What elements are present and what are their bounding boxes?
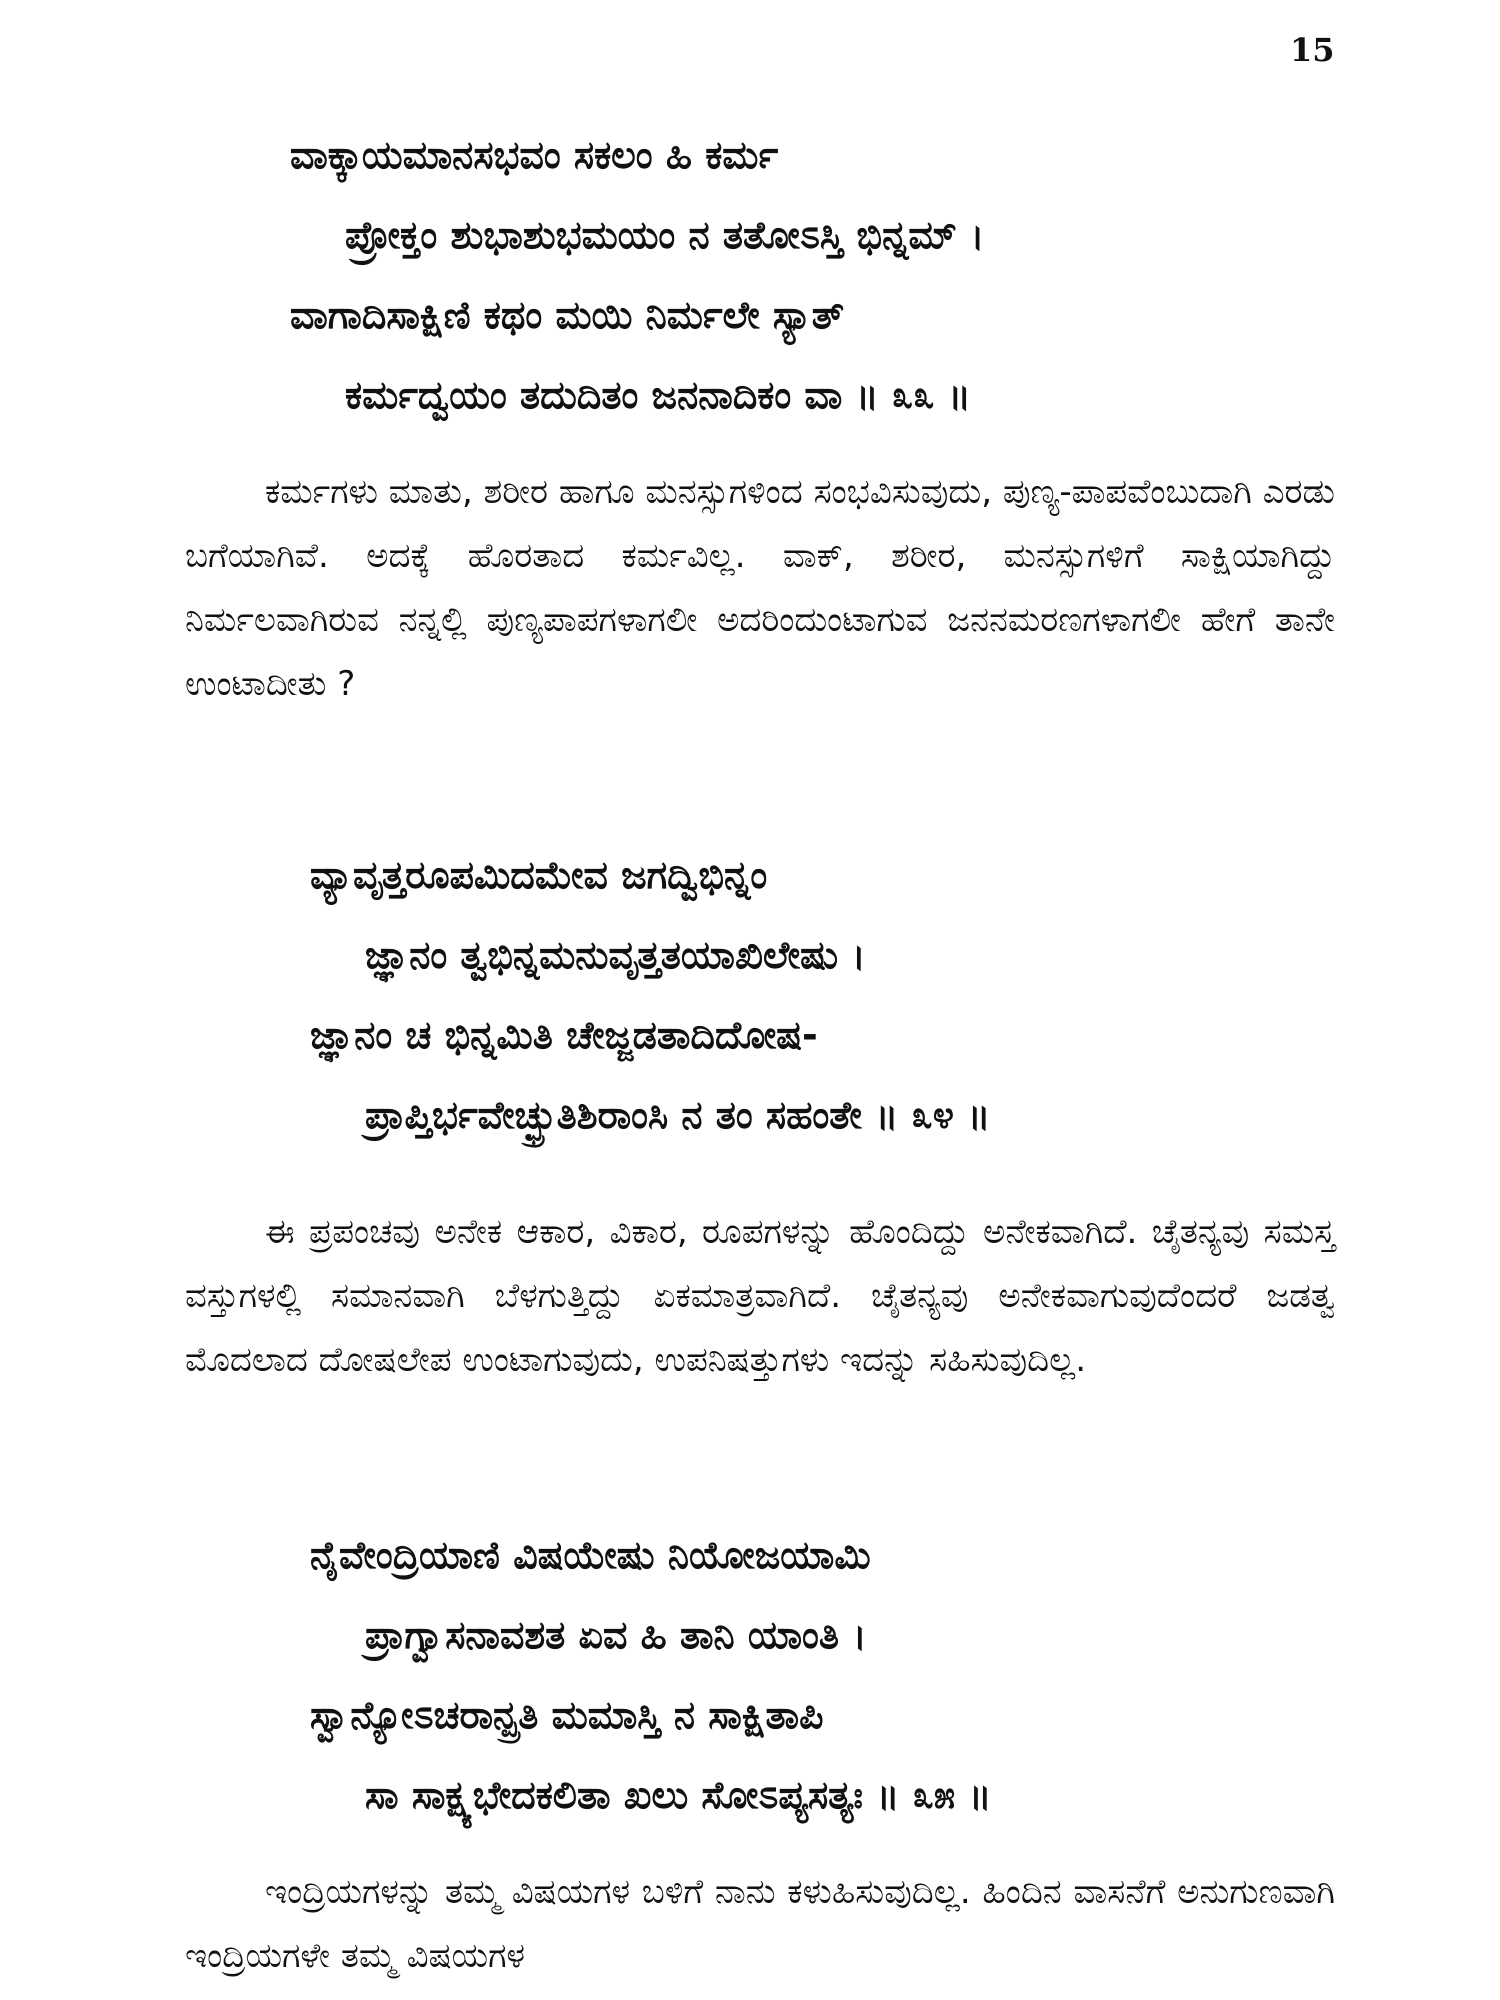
verse-34-line-2: ಜ್ಞಾನಂ ತ್ವಭಿನ್ನಮನುವೃತ್ತತಯಾಖಿಲೇಷು । (365, 933, 866, 977)
verse-34-line-4: ಪ್ರಾಪ್ತಿರ್ಭವೇಚ್ಛ್ರುತಿಶಿರಾಂಸಿ ನ ತಂ ಸಹಂತೇ ॥ ೩೪ ॥ (365, 1093, 991, 1137)
verse-33-line-3: ವಾಗಾದಿಸಾಕ್ಷಿಣಿ ಕಥಂ ಮಯಿ ನಿರ್ಮಲೇ ಸ್ಯಾತ್ (290, 293, 845, 337)
verse-35-line-2: ಪ್ರಾಗ್ವಾಸನಾವಶತ ಏವ ಹಿ ತಾನಿ ಯಾಂತಿ । (365, 1613, 867, 1657)
commentary-text-2: ಈ ಪ್ರಪಂಚವು ಅನೇಕ ಆಕಾರ, ವಿಕಾರ, ರೂಪಗಳನ್ನು ಹೊಂದಿದ್ದು ಅನೇಕವಾಗಿದೆ. ಚೈತನ್ಯವು ಸಮಸ್ತ ವಸ್ತುಗಳಲ್ಲಿ ಸಮಾನವಾಗಿ ಬೆಳಗುತ್ತಿದ್ದು ಏಕಮಾತ್ರವಾಗಿದೆ. ಚೈತನ್ಯವು ಅನೇಕವಾಗುವುದೆಂದರೆ ಜಡತ್ವ ಮೊದಲಾದ ದೋಷಲೇಪ ಉಂಟಾಗುವುದು, ಉಪನಿಷತ್ತುಗಳು ಇದನ್ನು ಸಹಿಸುವುದಿಲ್ಲ. (185, 1212, 1335, 1380)
commentary-paragraph-1 (185, 460, 1335, 716)
verse-33-line-4: ಕರ್ಮದ್ವಯಂ ತದುದಿತಂ ಜನನಾದಿಕಂ ವಾ ॥ ೩೩ ॥ (345, 373, 971, 417)
verse-35-line-1: ನೈವೇಂದ್ರಿಯಾಣಿ ವಿಷಯೇಷು ನಿಯೋಜಯಾಮಿ (310, 1533, 871, 1577)
commentary-text-1: ಕರ್ಮಗಳು ಮಾತು, ಶರೀರ ಹಾಗೂ ಮನಸ್ಸುಗಳಿಂದ ಸಂಭವಿಸುವುದು, ಪುಣ್ಯ-ಪಾಪವೆಂಬುದಾಗಿ ಎರಡು ಬಗೆಯಾಗಿವೆ. ಅದಕ್ಕೆ ಹೊರತಾದ ಕರ್ಮವಿಲ್ಲ. ವಾಕ್, ಶರೀರ, ಮನಸ್ಸುಗಳಿಗೆ ಸಾಕ್ಷಿಯಾಗಿದ್ದು ನಿರ್ಮಲವಾಗಿರುವ ನನ್ನಲ್ಲಿ ಪುಣ್ಯಪಾಪಗಳಾಗಲೀ ಅದರಿಂದುಂಟಾಗುವ ಜನನಮರಣಗಳಾಗಲೀ ಹೇಗೆ ತಾನೇ ಉಂಟಾದೀತು ? (185, 472, 1335, 704)
commentary-text-3: ಇಂದ್ರಿಯಗಳನ್ನು ತಮ್ಮ ವಿಷಯಗಳ ಬಳಿಗೆ ನಾನು ಕಳುಹಿಸುವುದಿಲ್ಲ. ಹಿಂದಿನ ವಾಸನೆಗೆ ಅನುಗುಣವಾಗಿ ಇಂದ್ರಿಯಗಳೇ ತಮ್ಮ ವಿಷಯಗಳ (185, 1872, 1335, 1976)
commentary-paragraph-3 (185, 1860, 1335, 1988)
verse-33-line-2: ಪ್ರೋಕ್ತಂ ಶುಭಾಶುಭಮಯಂ ನ ತತೋಽಸ್ತಿ ಭಿನ್ನಮ್ । (345, 213, 985, 257)
page-number: 15 (1290, 31, 1335, 69)
verse-35-line-4: ಸಾ ಸಾಕ್ಷ್ಯಭೇದಕಲಿತಾ ಖಲು ಸೋಽಪ್ಯಸತ್ಯಃ ॥ ೩೫ ॥ (365, 1773, 992, 1817)
verse-35-line-3: ಸ್ವಾನ್ಯೋಽಚರಾನ್ಪ್ರತಿ ಮಮಾಸ್ತಿ ನ ಸಾಕ್ಷಿತಾಪಿ (310, 1693, 824, 1737)
verse-34-line-1: ವ್ಯಾವೃತ್ತರೂಪಮಿದಮೇವ ಜಗದ್ವಿಭಿನ್ನಂ (310, 853, 768, 897)
verse-33-line-1: ವಾಕ್ಕಾಯಮಾನಸಭವಂ ಸಕಲಂ ಹಿ ಕರ್ಮ (290, 133, 779, 177)
commentary-paragraph-2 (185, 1200, 1335, 1392)
verse-34-line-3: ಜ್ಞಾನಂ ಚ ಭಿನ್ನಮಿತಿ ಚೇಜ್ಜಡತಾದಿದೋಷ- (310, 1013, 818, 1057)
